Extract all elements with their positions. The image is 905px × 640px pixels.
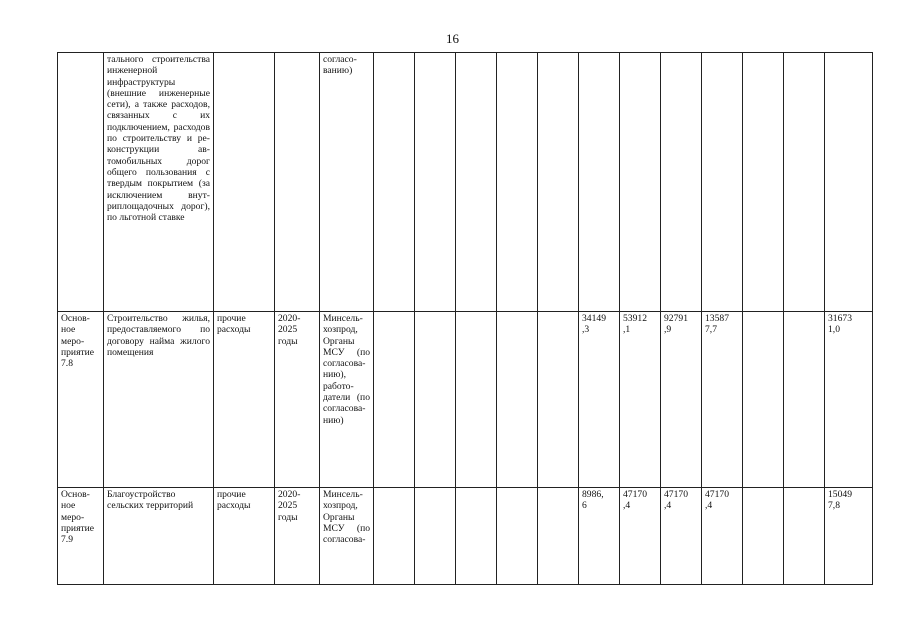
value-cell <box>743 488 784 585</box>
expense-type-cell: прочие расходы <box>214 312 275 488</box>
value-cell <box>456 488 497 585</box>
description-cell: Строительство жилья, предоставляемого по договору найма жилого помещения <box>104 312 214 488</box>
measure-cell: Основное мероприятие 7.9 <box>58 488 104 585</box>
executor-cell: согласованию) <box>320 53 374 312</box>
value-cell <box>784 312 825 488</box>
description-cell: тального строительства инженерной инфраструктуры (внешние инженерные сети), а также расходов, связанных с их подключением, расходов по строительству и реконструкции автомобильных дорог общего пользования с твердым покрытием (за исключением внутриплощадочных дорог), по льготной ставке <box>104 53 214 312</box>
description-cell: Благоустройство сельских территорий <box>104 488 214 585</box>
value-cell <box>825 53 873 312</box>
measure-cell: Основное мероприятие 7.8 <box>58 312 104 488</box>
measure-cell <box>58 53 104 312</box>
value-cell <box>415 488 456 585</box>
value-cell <box>497 488 538 585</box>
expense-type-cell: прочие расходы <box>214 488 275 585</box>
value-cell <box>743 312 784 488</box>
value-cell <box>415 312 456 488</box>
table-row <box>58 53 873 312</box>
value-cell: 34149 ,3 <box>579 312 620 488</box>
value-cell <box>538 312 579 488</box>
value-cell: 47170 ,4 <box>702 488 743 585</box>
value-cell <box>415 53 456 312</box>
value-cell <box>374 312 415 488</box>
value-cell <box>456 53 497 312</box>
value-cell <box>661 53 702 312</box>
executor-cell: Минсельхозпрод, Органы МСУ (по согласованию), работодатели (по согласованию) <box>320 312 374 488</box>
value-cell: 53912 ,1 <box>620 312 661 488</box>
period-cell: 2020- 2025 годы <box>275 488 320 585</box>
expense-type-cell <box>214 53 275 312</box>
value-cell <box>784 53 825 312</box>
value-cell <box>456 312 497 488</box>
table-row <box>58 312 873 488</box>
value-cell: 47170 ,4 <box>661 488 702 585</box>
value-cell <box>497 53 538 312</box>
budget-table <box>57 52 873 585</box>
value-cell: 13587 7,7 <box>702 312 743 488</box>
value-cell <box>702 53 743 312</box>
value-cell <box>538 488 579 585</box>
value-cell <box>374 53 415 312</box>
executor-cell: Минсельхозпрод, Органы МСУ (по согласова- <box>320 488 374 585</box>
value-cell <box>620 53 661 312</box>
value-cell <box>374 488 415 585</box>
table-row <box>58 488 873 585</box>
period-cell <box>275 53 320 312</box>
value-cell <box>743 53 784 312</box>
period-cell: 2020- 2025 годы <box>275 312 320 488</box>
value-cell: 8986, 6 <box>579 488 620 585</box>
value-cell: 31673 1,0 <box>825 312 873 488</box>
value-cell <box>497 312 538 488</box>
value-cell: 15049 7,8 <box>825 488 873 585</box>
value-cell <box>538 53 579 312</box>
value-cell: 92791 ,9 <box>661 312 702 488</box>
value-cell <box>784 488 825 585</box>
page-number: 16 <box>446 31 459 46</box>
value-cell: 47170 ,4 <box>620 488 661 585</box>
value-cell <box>579 53 620 312</box>
